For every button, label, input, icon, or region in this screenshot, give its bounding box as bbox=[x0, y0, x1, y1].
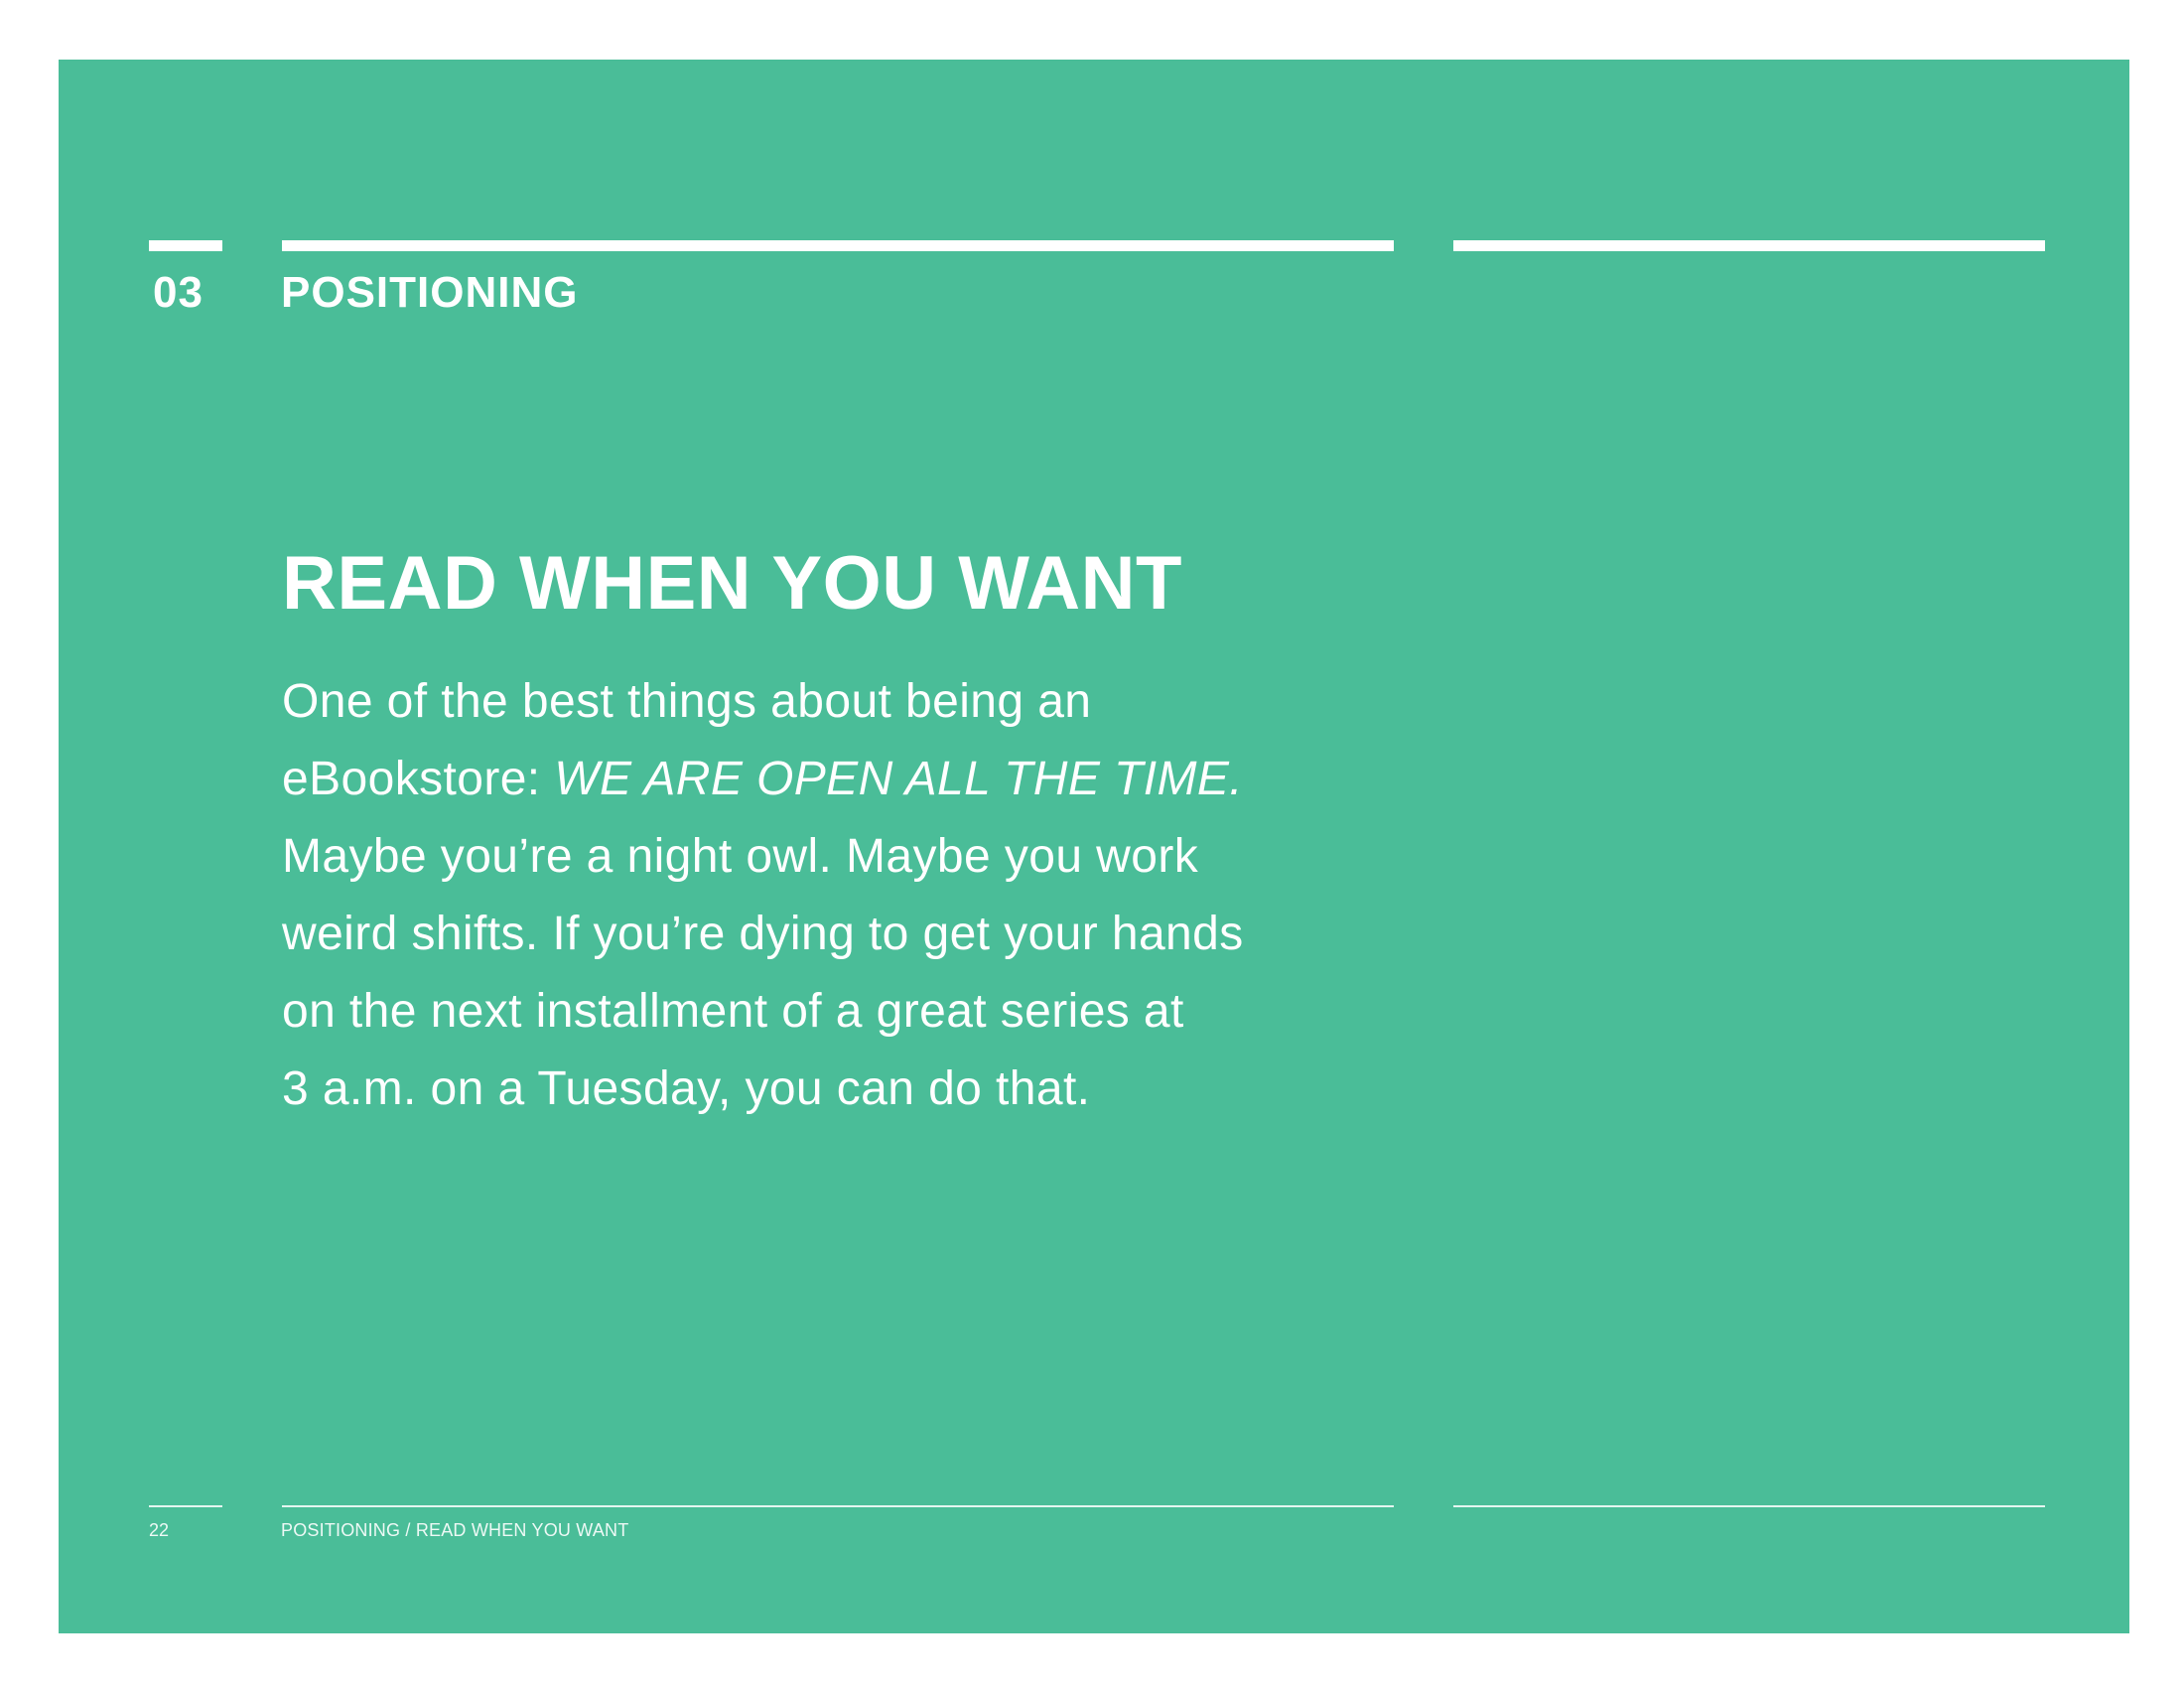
section-number: 03 bbox=[153, 268, 204, 317]
body-line: 3 a.m. on a Tuesday, you can do that. bbox=[282, 1062, 1091, 1115]
running-footer: POSITIONING / READ WHEN YOU WANT bbox=[281, 1520, 629, 1540]
body-line-prefix: eBookstore: bbox=[282, 753, 555, 805]
body-paragraph bbox=[282, 663, 1458, 1128]
page-headline: READ WHEN YOU WANT bbox=[282, 541, 1182, 626]
page-number: 22 bbox=[149, 1520, 170, 1540]
header-rule-main bbox=[282, 240, 1394, 251]
header-rule-right bbox=[1453, 240, 2045, 251]
page-panel bbox=[59, 60, 2129, 1633]
body-line: One of the best things about being an bbox=[282, 675, 1092, 728]
section-title: POSITIONING bbox=[281, 268, 579, 317]
header-rule-left bbox=[149, 240, 222, 251]
body-line bbox=[282, 741, 1458, 818]
body-emphasis: WE ARE OPEN ALL THE TIME. bbox=[554, 753, 1243, 805]
footer-rule-main bbox=[282, 1505, 1394, 1507]
body-line: Maybe you’re a night owl. Maybe you work bbox=[282, 830, 1199, 883]
footer-rule-left bbox=[149, 1505, 222, 1507]
body-line: on the next installment of a great series at bbox=[282, 985, 1184, 1038]
body-line: weird shifts. If you’re dying to get your hands bbox=[282, 908, 1244, 960]
footer-rule-right bbox=[1453, 1505, 2045, 1507]
